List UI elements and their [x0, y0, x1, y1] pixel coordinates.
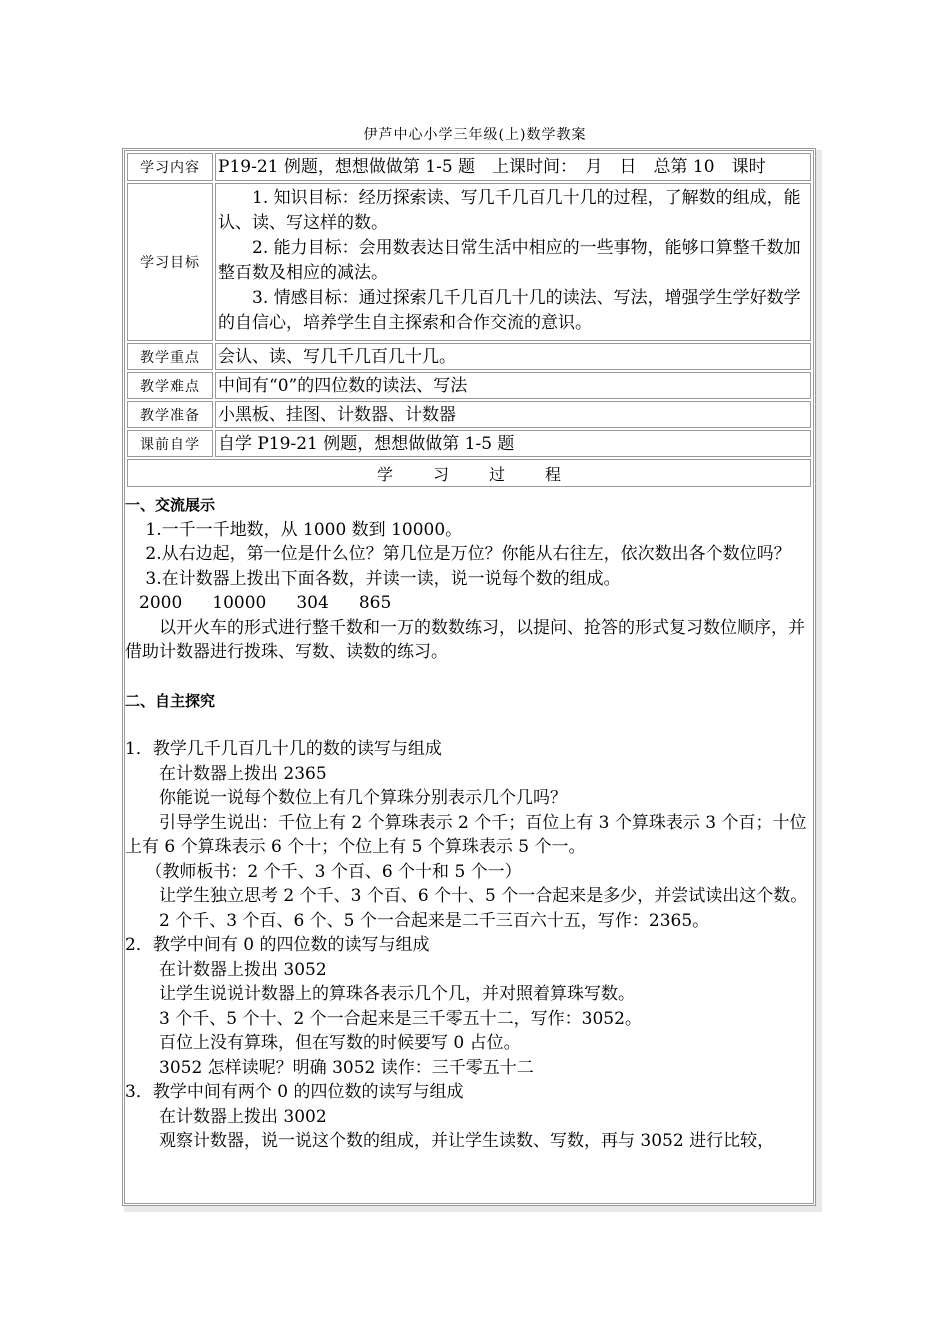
goal-emotion: 3. 情感目标：通过探索几千几百几十几的读法、写法，增强学生学好数学的自信心，培养学生自主探索和合作交流的意识。: [218, 288, 801, 333]
topic2-line: 让学生说说计数器上的算珠各表示几个几，并对照着算珠写数。: [159, 984, 635, 1004]
row-content: [127, 153, 811, 181]
value-difficulty: 中间有“0”的四位数的读法、写法: [215, 372, 811, 399]
topic2-line: 在计数器上拨出 3052: [159, 959, 327, 980]
topic1-line: 在计数器上拨出 2365: [159, 763, 327, 784]
row-process: [127, 459, 811, 487]
page-title: 伊芦中心小学三年级(上)数学教案: [363, 127, 587, 143]
value-goals: [215, 183, 811, 341]
row-difficulty: [127, 372, 811, 399]
lesson-plan-sheet: [122, 148, 816, 1206]
topic1-line: 让学生独立思考 2 个千、3 个百、6 个十、5 个一合起来是多少，并尝试读出这个数。: [159, 886, 808, 906]
section1-p1: 1.一千一千地数，从 1000 数到 10000。: [145, 519, 463, 540]
value-key: 会认、读、写几千几百几十几。: [215, 343, 811, 370]
topic3-line: 观察计数器，说一说这个数的组成，并让学生读数、写数，再与 3052 进行比较，: [159, 1131, 775, 1151]
value-prep: 小黑板、挂图、计数器、计数器: [215, 401, 811, 428]
number-item: 304: [296, 593, 329, 613]
row-preview: [127, 430, 811, 457]
topic1-board: （教师板书：2 个千、3 个百、6 个十和 5 个一）: [145, 861, 522, 882]
topic2-line: 3052 怎样读呢？明确 3052 读作：三千零五十二: [159, 1057, 534, 1078]
number-item: 10000: [212, 593, 267, 613]
section1-p4: 以开火车的形式进行整千数和一万的数数练习，以提问、抢答的形式复习数位顺序，并借助计数器进行拨珠、写数、读数的练习。: [125, 617, 805, 662]
row-key: [127, 343, 811, 370]
number-list: [125, 591, 813, 616]
label-goals: 学习目标: [127, 183, 213, 341]
topic1-line: 引导学生说出：千位上有 2 个算珠表示 2 个千；百位上有 3 个算珠表示 3 个百；十位上有 6 个算珠表示 6 个十；个位上有 5 个算珠表示 5 个一。: [125, 812, 807, 857]
value-preview: 自学 P19-21 例题，想想做做第 1-5 题: [215, 430, 811, 457]
value-content: P19-21 例题，想想做做第 1-5 题 上课时间： 月 日 总第 10 课时: [215, 153, 811, 181]
topic2-line: 百位上没有算珠，但在写数的时候要写 0 占位。: [159, 1033, 521, 1053]
page-shadow-right: [816, 150, 822, 1208]
label-key: 教学重点: [127, 343, 213, 370]
section1-heading: 一、交流展示: [125, 496, 216, 514]
topic3-heading: 3．教学中间有两个 0 的四位数的读写与组成: [125, 1082, 464, 1102]
process-heading: 学习过程: [127, 459, 811, 487]
topic1-line: 2 个千、3 个百、6 个、5 个一合起来是二千三百六十五，写作：2365。: [159, 910, 710, 931]
number-item: 2000: [139, 593, 183, 613]
topic3-line: 在计数器上拨出 3002: [159, 1106, 327, 1127]
label-content: 学习内容: [127, 153, 213, 181]
label-prep: 教学准备: [127, 401, 213, 428]
row-goals: [127, 183, 811, 341]
page-shadow-bottom: [124, 1206, 822, 1212]
topic2-line: 3 个千、5 个十、2 个一合起来是三千零五十二，写作：3052。: [159, 1008, 642, 1029]
process-body: [125, 489, 813, 1154]
section2-heading: 二、自主探究: [125, 691, 216, 710]
topic2-heading: 2．教学中间有 0 的四位数的读写与组成: [125, 935, 430, 955]
label-preview: 课前自学: [127, 430, 213, 457]
number-item: 865: [358, 593, 392, 613]
topic1-heading: 1．教学几千几百几十几的数的读写与组成: [125, 739, 442, 759]
topic1-line: 你能说一说每个数位上有几个算珠分别表示几个几吗？: [159, 788, 567, 808]
goal-knowledge: 1. 知识目标：经历探索读、写几千几百几十几的过程，了解数的组成，能认、读、写这样的数。: [218, 188, 801, 233]
section1-p3: 3.在计数器上拨出下面各数，并读一读，说一说每个数的组成。: [145, 568, 621, 589]
section1-p2: 2.从右边起，第一位是什么位？第几位是万位？你能从右往左，依次数出各个数位吗？: [145, 544, 791, 564]
goal-ability: 2. 能力目标：会用数表达日常生活中相应的一些事物，能够口算整千数加整百数及相应的减法。: [218, 238, 801, 283]
label-difficulty: 教学难点: [127, 372, 213, 399]
lesson-info-table: [125, 151, 813, 489]
row-prep: [127, 401, 811, 428]
